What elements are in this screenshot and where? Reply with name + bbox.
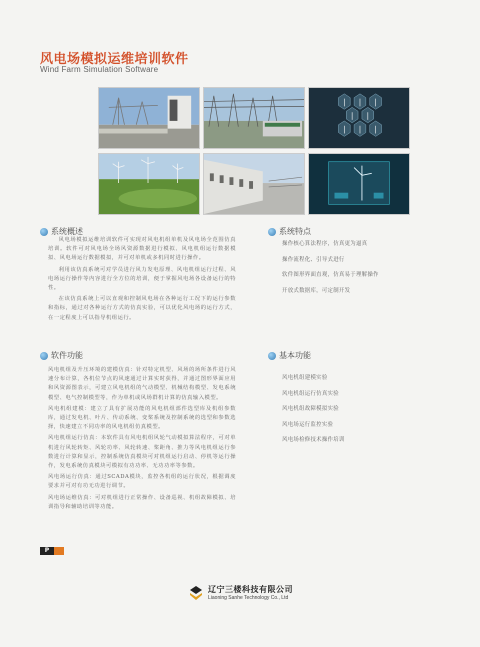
section-bullet-icon xyxy=(40,352,48,360)
screenshot-gallery xyxy=(98,87,410,215)
control-room-image xyxy=(203,153,305,215)
functions-paragraph: 风电机组运行仿真：本软件具有风电机组风轮气动模拟算法程序，可对单机进行风轮转矩、风轮功率、风轮转速、桨距角、推力等风电机组运行参数进行计算和显示，控制系统仿真模块可对机组运行启动、停机等运行操作，发电系统仿真模块可模拟有功功率、无功功率等参数。 xyxy=(48,435,236,470)
functions-heading-text: 软件功能 xyxy=(51,351,83,360)
modules-list-item: 风电场运行监控实验 xyxy=(282,421,334,428)
modules-list xyxy=(282,373,345,451)
features-list xyxy=(282,239,379,301)
modules-heading-text: 基本功能 xyxy=(279,351,311,360)
features-heading xyxy=(268,226,311,237)
functions-body xyxy=(48,366,236,514)
page-number-tab xyxy=(40,547,64,555)
functions-paragraph: 风电场运行仿真：通过SCADA模块，监控各机组的运行状况，根据调度要求并可对有功无功进行调节。 xyxy=(48,474,236,490)
overview-paragraph: 利用该仿真系统可对学员进行风力发电原理、风电机组运行过程、风电场运行操作等内容进行全方位的培训，便于掌握风电场各设备运行的特性。 xyxy=(48,266,236,292)
turbine-grid-scene-image xyxy=(308,87,410,149)
turbine-monitor-image xyxy=(308,153,410,215)
features-list-item: 开放式数据库，可定制开发 xyxy=(282,287,351,294)
company-logo xyxy=(188,584,293,601)
modules-list-item: 风电机组故障模拟实验 xyxy=(282,406,339,413)
overview-paragraph: 风电场模拟运维培训软件可实现对风电机组单机及风电场全范围仿真培训。软件可对风电场全场风资源数据进行模拟、风电机组运行数据模拟、风电场运行数据模拟，并可对单机或多机同时进行操作。 xyxy=(48,237,236,262)
switchgear-scene-image xyxy=(203,87,305,149)
overview-paragraph: 在该仿真系统上可以直观和控制风电场在各种运行工况下的运行参数和指标，通过对各种运行方式的仿真实验，可以优化风电场的运行方式，在一定程度上可以指导机组运行。 xyxy=(48,296,236,321)
page-title-en: Wind Farm Simulation Software xyxy=(40,65,159,74)
modules-list-item: 风电机组运行仿真实验 xyxy=(282,390,339,397)
overview-heading-text: 系统概述 xyxy=(51,227,83,236)
company-logo-icon xyxy=(188,585,204,601)
functions-paragraph: 风电机组建模：建立了具有扩展功能的风电机组部件选型库及机组参数库，通过发电机、叶片、传动系统、变桨系统及控制系统的选型和参数选择，快速建立不同功率的风电机组仿真模型。 xyxy=(48,405,236,431)
section-bullet-icon xyxy=(268,228,276,236)
modules-heading xyxy=(268,350,311,361)
features-list-item: 操作流程化、引导式进行 xyxy=(282,256,345,263)
features-list-item: 操作核心算法程序，仿真更为逼真 xyxy=(282,241,368,247)
functions-paragraph: 风电机组及升压环境的建模仿真：针对特定机型、风场的场所条件进行风速分布计算，各机位节点的风速通过计算实时获得，并通过图形界面应用和风资源图表示，可建立风电机组的气动模型、机械结构模型、发电系统模型、电气控制模型等，作为单机或风场群机计算的仿真输入模型。 xyxy=(48,367,236,401)
modules-list-item: 风电场检修技术操作培训 xyxy=(282,437,345,444)
page-title-zh: 风电场模拟运维培训软件 xyxy=(40,52,189,67)
company-name-en: Liaoning Sanhe Technology Co., Ltd xyxy=(208,595,289,601)
substation-scene-image xyxy=(98,87,200,149)
section-bullet-icon xyxy=(40,228,48,236)
section-bullet-icon xyxy=(268,352,276,360)
overview-body xyxy=(48,236,236,325)
page-mark: P xyxy=(40,547,54,555)
company-name-zh: 辽宁三楼科技有限公司 xyxy=(208,585,293,594)
modules-list-item: 风电机组建模实验 xyxy=(282,375,328,381)
functions-paragraph: 风电场运维仿真：可对机组进行正常操作、设备巡视、机组故障模拟、培训指导和辅助培训等功能。 xyxy=(48,494,236,510)
features-list-item: 软件图形界面直观，仿真易于理解操作 xyxy=(282,272,379,279)
wind-farm-field-image xyxy=(98,153,200,215)
features-heading-text: 系统特点 xyxy=(279,227,311,236)
page-mark-accent xyxy=(54,547,64,555)
functions-heading xyxy=(40,350,83,361)
